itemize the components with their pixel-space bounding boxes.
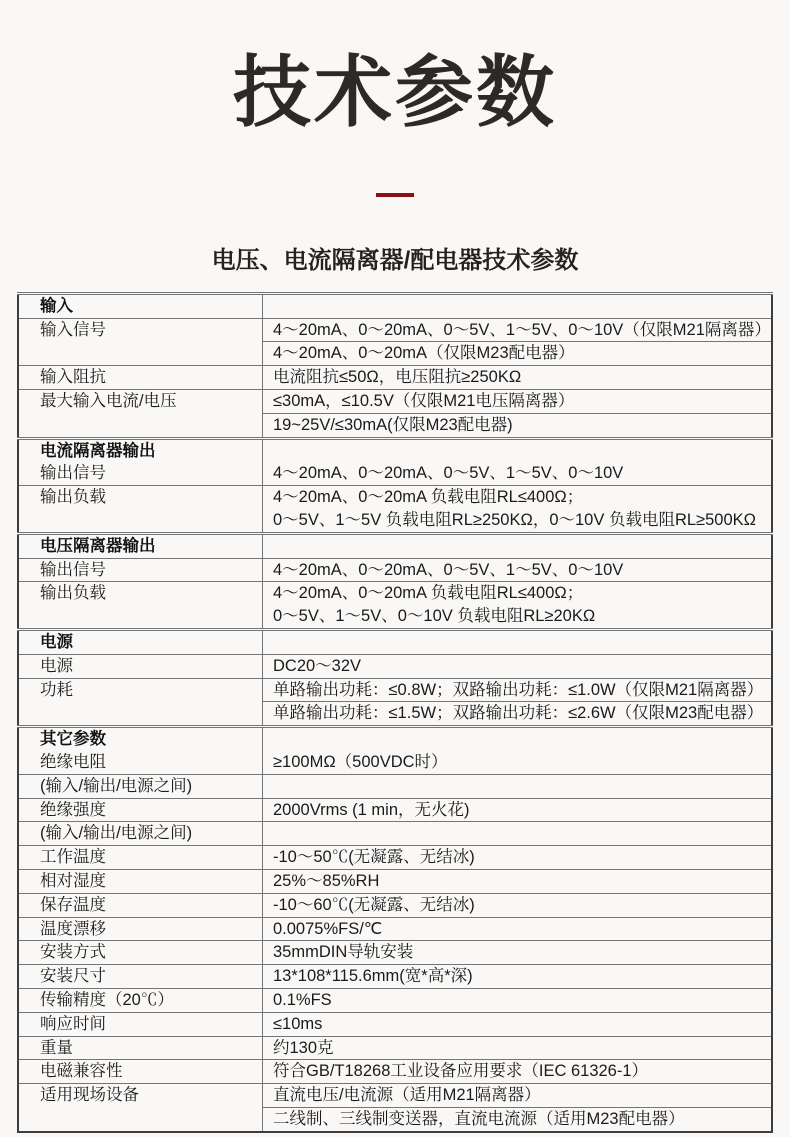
spec-value-cell: 25%～85%RH [263, 869, 773, 893]
spec-value-cell: ≤30mA，≤10.5V（仅限M21电压隔离器） [263, 389, 773, 413]
spec-value-cell: ≤10ms [263, 1012, 773, 1036]
title-divider [376, 193, 414, 197]
spec-row [18, 941, 772, 965]
spec-label-cell: 输出负载 [18, 582, 263, 630]
spec-row [18, 678, 772, 702]
spec-value-cell: 直流电压/电流源（适用M21隔离器） [263, 1084, 773, 1108]
spec-value-cell: 单路输出功耗：≤0.8W；双路输出功耗：≤1.0W（仅限M21隔离器） [263, 678, 773, 702]
spec-label-cell: (输入/输出/电源之间) [18, 822, 263, 846]
spec-label-cell: 重量 [18, 1036, 263, 1060]
spec-value-cell: 4～20mA、0～20mA、0～5V、1～5V、0～10V [263, 438, 773, 486]
spec-value-cell: -10～60℃(无凝露、无结冰) [263, 893, 773, 917]
spec-label-cell: 绝缘强度 [18, 798, 263, 822]
spec-value-cell [263, 774, 773, 798]
spec-value-cell: 0.0075%FS/℃ [263, 917, 773, 941]
spec-row [18, 893, 772, 917]
table-caption: 电压、电流隔离器/配电器技术参数 [211, 246, 579, 274]
spec-row [18, 1036, 772, 1060]
spec-label-cell [18, 727, 263, 775]
section-title: 其它参数 [40, 730, 106, 749]
spec-row [18, 654, 772, 678]
spec-value-cell: 13*108*115.6mm(宽*高*深) [263, 965, 773, 989]
spec-row [18, 965, 772, 989]
spec-label-cell: 相对湿度 [18, 869, 263, 893]
section-title: 电源 [40, 632, 73, 651]
spec-row [18, 629, 772, 654]
param-label: 绝缘电阻 [40, 752, 106, 771]
spec-label-cell: 电源 [18, 654, 263, 678]
spec-row [18, 366, 772, 390]
spec-row [18, 486, 772, 534]
spec-value-cell: 单路输出功耗：≤1.5W；双路输出功耗：≤2.6W（仅限M23配电器） [263, 702, 773, 727]
spec-value-line: 4～20mA、0～20mA 负载电阻RL≤400Ω； [273, 584, 584, 603]
spec-value-cell [263, 582, 773, 630]
spec-row [18, 869, 772, 893]
spec-value-cell: 19~25V/≤30mA(仅限M23配电器) [263, 413, 773, 438]
spec-row [18, 727, 772, 775]
spec-row [18, 1084, 772, 1108]
spec-row [18, 438, 772, 486]
spec-value-cell: DC20～32V [263, 654, 773, 678]
spec-value-line: 0～5V、1～5V、0～10V 负载电阻RL≥20KΩ [273, 607, 596, 626]
spec-row [18, 293, 772, 318]
spec-row [18, 822, 772, 846]
spec-label-cell: 输出负载 [18, 486, 263, 534]
spec-row [18, 798, 772, 822]
spec-label-cell [18, 629, 263, 654]
spec-row [18, 389, 772, 413]
spec-value-cell [263, 486, 773, 534]
spec-table-body [18, 293, 772, 1131]
spec-label-cell: 安装尺寸 [18, 965, 263, 989]
spec-label-cell: 温度漂移 [18, 917, 263, 941]
section-title: 电流隔离器输出 [40, 441, 156, 460]
spec-value-line: 4～20mA、0～20mA 负载电阻RL≤400Ω； [273, 488, 584, 507]
spec-label-cell [18, 293, 263, 318]
spec-row [18, 558, 772, 582]
param-label: 输出信号 [40, 464, 106, 483]
spec-label-cell: 传输精度（20℃） [18, 988, 263, 1012]
spec-row [18, 1060, 772, 1084]
section-title: 输入 [40, 296, 73, 315]
spec-value-cell: 电流阻抗≤50Ω，电压阻抗≥250KΩ [263, 366, 773, 390]
spec-label-cell [18, 438, 263, 486]
spec-label-cell: 电磁兼容性 [18, 1060, 263, 1084]
spec-label-cell: 最大输入电流/电压 [18, 389, 263, 438]
spec-label-cell: 输入信号 [18, 318, 263, 366]
spec-value-cell: -10～50℃(无凝露、无结冰) [263, 846, 773, 870]
spec-value-cell [263, 822, 773, 846]
section-title: 电压隔离器输出 [40, 536, 156, 555]
spec-value-cell: 4～20mA、0～20mA、0～5V、1～5V、0～10V（仅限M21隔离器） [263, 318, 773, 342]
spec-label-cell: 响应时间 [18, 1012, 263, 1036]
spec-value-cell: ≥100MΩ（500VDC时） [263, 727, 773, 775]
spec-row [18, 774, 772, 798]
spec-label-cell: 安装方式 [18, 941, 263, 965]
spec-label-cell: 输出信号 [18, 558, 263, 582]
page-title: 技术参数 [232, 48, 557, 136]
spec-value-cell: 4～20mA、0～20mA（仅限M23配电器） [263, 342, 773, 366]
spec-label-cell: 适用现场设备 [18, 1084, 263, 1132]
spec-row [18, 1012, 772, 1036]
spec-row [18, 917, 772, 941]
spec-label-cell [18, 533, 263, 558]
spec-row [18, 988, 772, 1012]
spec-row [18, 533, 772, 558]
spec-value-line: 0～5V、1～5V 负载电阻RL≥250KΩ，0～10V 负载电阻RL≥500KΩ [273, 510, 756, 529]
spec-value-cell: 0.1%FS [263, 988, 773, 1012]
spec-value-cell: 2000Vrms (1 min，无火花) [263, 798, 773, 822]
spec-row [18, 318, 772, 342]
spec-value-cell [263, 533, 773, 558]
spec-value-cell: 二线制、三线制变送器，直流电流源（适用M23配电器） [263, 1107, 773, 1131]
spec-label-cell: 功耗 [18, 678, 263, 727]
spec-label-cell: 保存温度 [18, 893, 263, 917]
spec-row [18, 582, 772, 630]
spec-label-cell: 输入阻抗 [18, 366, 263, 390]
spec-value-cell: 约130克 [263, 1036, 773, 1060]
spec-table [17, 292, 773, 1133]
spec-label-cell: (输入/输出/电源之间) [18, 774, 263, 798]
spec-row [18, 846, 772, 870]
spec-value-cell [263, 629, 773, 654]
spec-value-cell: 符合GB/T18268工业设备应用要求（IEC 61326-1） [263, 1060, 773, 1084]
spec-value-cell: 4～20mA、0～20mA、0～5V、1～5V、0～10V [263, 558, 773, 582]
spec-value-cell: 35mmDIN导轨安装 [263, 941, 773, 965]
spec-value-cell [263, 293, 773, 318]
spec-label-cell: 工作温度 [18, 846, 263, 870]
